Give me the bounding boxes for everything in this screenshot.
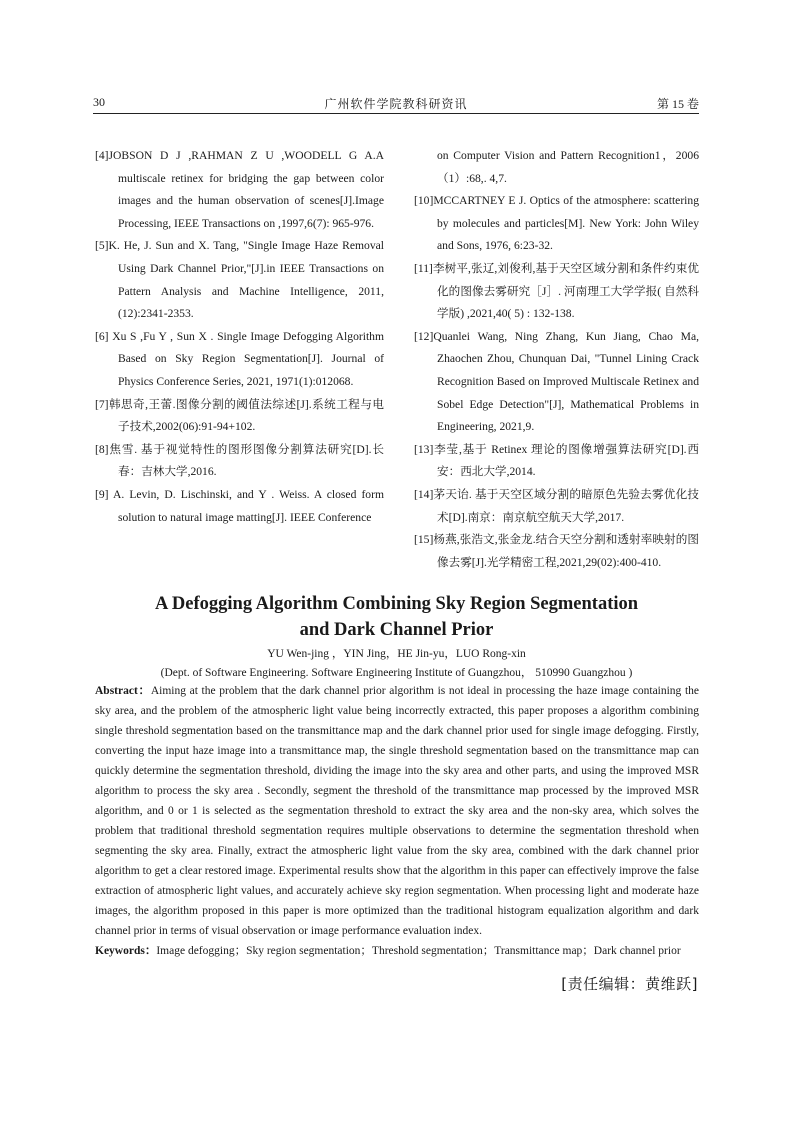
reference-4: [4]JOBSON D J ,RAHMAN Z U ,WOODELL G A.A multiscale retinex for bridging the gap between color images and the human observation of scenes[J].Image Processing, IEEE Transactions on ,1997,6(7): 965-976.	[95, 149, 384, 230]
references-right-column	[414, 145, 699, 574]
abstract-text: Aiming at the problem that the dark channel prior algorithm is not ideal in processing the haze image containing the sky area, and the problem of the atmospheric light value being incorrectly extracted, this paper proposes a algorithm combining single threshold segmentation based on the transmittance map and the dark channel prior used for single image defogging. Firstly, converting the input haze image into a transmittance map, the single threshold segmentation based on the transmittance map can quickly determine the segmentation threshold, dividing the image into the sky area and other parts, and using the improved MSR algorithm to process the sky area . Secondly, segment the threshold of the transmittance map processed by the improved MSR algorithm, and 0 or 1 is selected as the segmentation threshold to extract the sky area and the non-sky area, which solves the problem that traditional threshold segmentation requires multiple observations to determine the segmentation threshold when segmenting the sky area. Finally, extract the atmospheric light value from the sky area, combined with the dark channel prior algorithm to get a clear restored image. Experimental results show that the algorithm in this paper can effectively improve the false extraction of atmospheric light values, and accurately achieve sky region segmentation. When processing light and moderate haze images, the algorithm proposed in this paper is more optimized than the traditional histogram equalization algorithm and dark channel prior in terms of visual observation or image performance evaluation index.	[95, 685, 699, 937]
authors: YU Wen-jing ，YIN Jing，HE Jin-yu，LUO Rong-xin	[267, 648, 526, 660]
volume-number: 第 15 卷	[656, 97, 699, 111]
abstract-label: Abstract：	[95, 685, 151, 697]
running-header	[93, 93, 699, 114]
reference-10: [10]MCCARTNEY E J. Optics of the atmosphere: scattering by molecules and particles[M]. New York: John Wiley and Sons, 1976, 6:23-32.	[414, 194, 699, 253]
reference-15: [15]杨燕,张浩文,张金龙.结合天空分割和透射率映射的图像去雾[J].光学精密工程,2021,29(02):400-410.	[414, 533, 699, 569]
reference-6: [6] Xu S ,Fu Y , Sun X . Single Image Defogging Algorithm Based on Sky Region Segmentation[J]. Journal of Physics Conference Series, 2021, 1971(1):012068.	[95, 329, 384, 388]
reference-8: [8]焦雪. 基于视觉特性的图形图像分割算法研究[D].长春：吉林大学,2016.	[95, 442, 384, 479]
journal-name: 广州软件学院教科研资讯	[324, 97, 468, 111]
reference-7: [7]韩思奇,王蕾.图像分割的阈值法综述[J].系统工程与电子技术,2002(06):91-94+102.	[95, 397, 384, 434]
english-title	[60, 591, 733, 643]
keywords-text: Image defogging；Sky region segmentation；Threshold segmentation；Transmittance map；Dark channel prior	[156, 945, 681, 957]
abstract	[95, 681, 699, 941]
reference-11: [11]李树平,张辽,刘俊利,基于天空区域分割和条件约束优化的图像去雾研究［J］. 河南理工大学学报( 自然科学版) ,2021,40( 5) : 132-138.	[414, 261, 699, 321]
reference-9-continuation: on Computer Vision and Pattern Recognition1，2006（1）:68,. 4,7.	[437, 149, 699, 185]
reference-9: [9] A. Levin, D. Lischinski, and Y . Weiss. A closed form solution to natural image matting[J]. IEEE Conference	[95, 487, 384, 524]
page-number: 30	[93, 95, 105, 109]
affiliation: (Dept. of Software Engineering. Software Engineering Institute of Guangzhou， 510990 Guangzhou )	[160, 667, 633, 679]
title-line-1: A Defogging Algorithm Combining Sky Region Segmentation	[154, 594, 639, 614]
keywords-label: Keywords：	[95, 945, 157, 957]
references-left-column	[95, 145, 384, 529]
reference-5: [5]K. He, J. Sun and X. Tang, "Single Image Haze Removal Using Dark Channel Prior,"[J].in IEEE Transactions on Pattern Analysis and Machine Intelligence, 2011,(12):2341-2353.	[95, 239, 384, 321]
title-line-2: and Dark Channel Prior	[299, 620, 494, 640]
reference-14: [14]茅天诒. 基于天空区域分割的暗原色先验去雾优化技术[D].南京：南京航空航天大学,2017.	[414, 487, 699, 524]
reference-12: [12]Quanlei Wang, Ning Zhang, Kun Jiang, Chao Ma, Zhaochen Zhou, Chunquan Dai, "Tunnel Lining Crack Recognition Based on Improved Multiscale Retinex and Sobel Edge Detection"[J], Mathematical Problems in Engineering, 2021,9.	[414, 329, 699, 434]
reference-13: [13]李莹,基于 Retinex 理论的图像增强算法研究[D].西安：西北大学,2014.	[414, 442, 699, 479]
responsible-editor: [责任编辑：黄维跃]	[561, 975, 698, 993]
keywords	[95, 941, 705, 961]
